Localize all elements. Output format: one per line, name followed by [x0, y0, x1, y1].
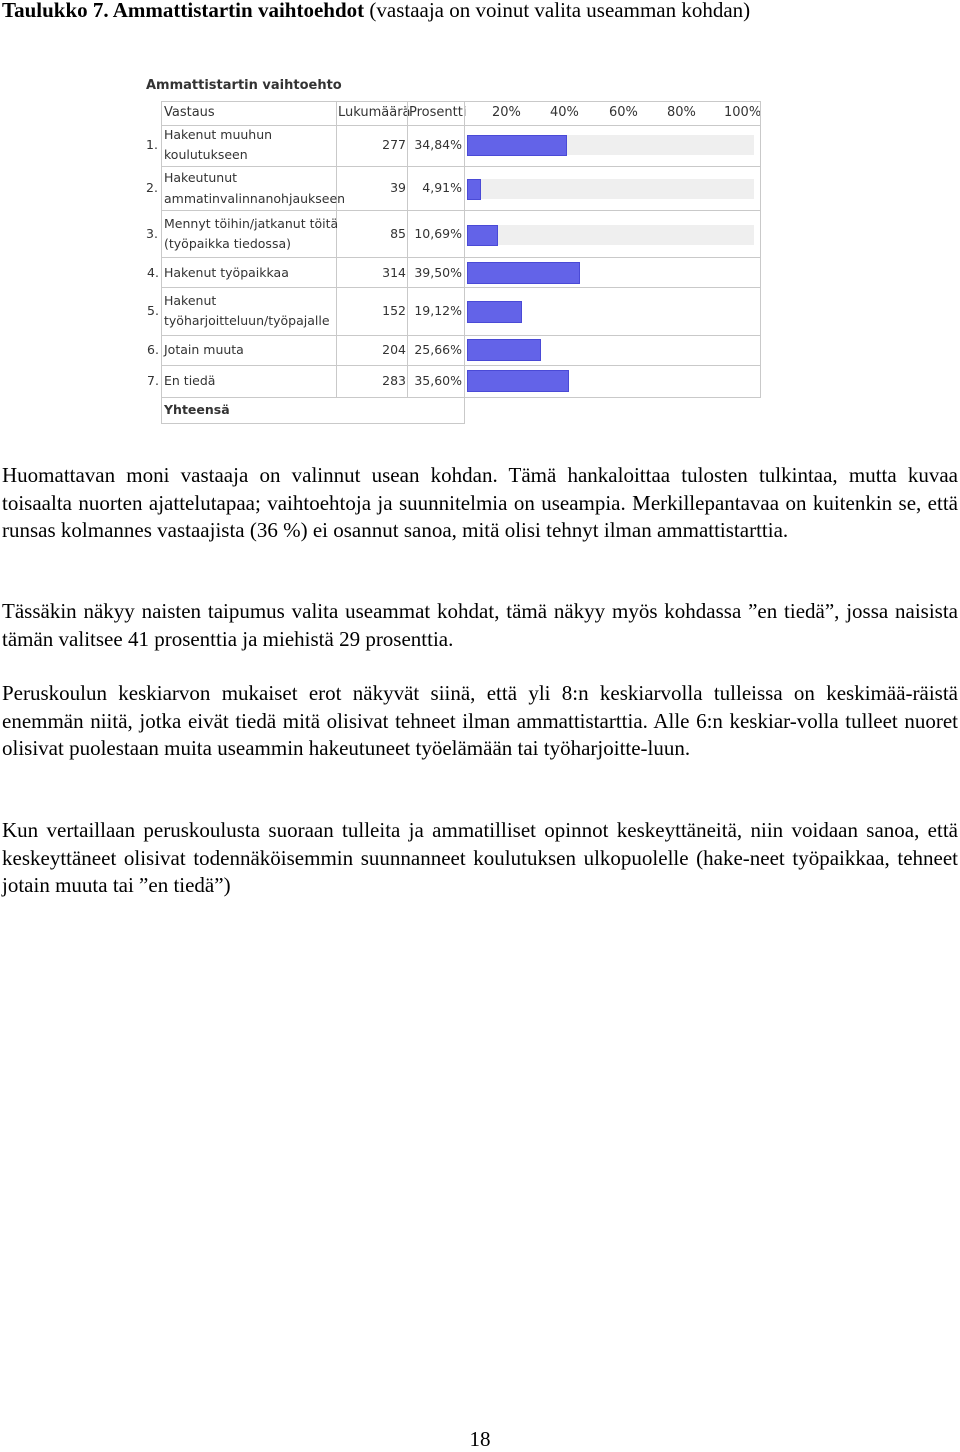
grid-line — [464, 101, 466, 424]
row-label: Mennyt töihin/jatkanut töitä — [164, 215, 339, 231]
row-count: 85 — [390, 225, 406, 241]
column-header-percent: Prosentti — [409, 104, 467, 120]
bar — [467, 179, 481, 200]
body-paragraph: Kun vertaillaan peruskoulusta suoraan tulleita ja ammatilliset opinnot keskeyttäneitä, niin voidaan sanoa, että keskeyttäneet olisivat todennäköisemmin suunnanneet koulutuksen ulkopuolelle (hake-neet työpaikkaa, tehneet jotain muuta tai ”en tiedä”) — [2, 818, 958, 897]
row-count: 283 — [382, 372, 406, 388]
grid-line — [161, 166, 761, 168]
total-label: Yhteensä — [164, 401, 230, 417]
row-count: 39 — [390, 179, 406, 195]
scale-label: 80% — [667, 104, 696, 120]
row-label: Jotain muuta — [164, 341, 244, 357]
row-number: 3. — [146, 225, 158, 241]
column-header-answer: Vastaus — [164, 104, 215, 120]
row-percent: 10,69% — [414, 225, 462, 241]
grid-line — [161, 287, 761, 289]
body-paragraph: Peruskoulun keskiarvon mukaiset erot näkyvät siinä, että yli 8:n keskiarvolla tulleissa on keskimää-räistä enemmän niitä, jotka eivät tiedä mitä olisivat tehneet ilman ammattistarttia. Alle 6:n keskiar-volla tulleet nuoret olisivat puolestaan muita useammin hakeutuneet työelämään tai työharjoitte-luun. — [2, 681, 958, 760]
row-percent: 25,66% — [414, 341, 462, 357]
row-label: työharjoitteluun/työpajalle — [164, 312, 330, 328]
row-number: 6. — [147, 341, 159, 357]
row-count: 152 — [382, 302, 406, 318]
row-number: 4. — [147, 264, 159, 280]
bar — [467, 225, 498, 246]
grid-line — [161, 101, 761, 103]
grid-line — [161, 365, 761, 367]
row-label: koulutukseen — [164, 146, 248, 162]
row-label: (työpaikka tiedossa) — [164, 235, 291, 251]
row-number: 2. — [146, 179, 158, 195]
row-count: 277 — [382, 136, 406, 152]
scale-label: 20% — [492, 104, 521, 120]
survey-chart — [0, 0, 960, 430]
row-percent: 4,91% — [422, 179, 462, 195]
row-label: ammatinvalinnanohjaukseen — [164, 190, 346, 206]
caption-strong: Taulukko 7. Ammattistartin vaihtoehdot — [2, 0, 365, 22]
bar — [467, 135, 567, 156]
row-count: 314 — [382, 264, 406, 280]
row-count: 204 — [382, 341, 406, 357]
row-label: En tiedä — [164, 372, 216, 388]
grid-line — [161, 335, 761, 337]
bar — [467, 262, 580, 284]
row-percent: 34,84% — [414, 136, 462, 152]
bar-track — [467, 225, 754, 245]
row-label: Hakenut muuhun — [164, 126, 273, 142]
bar-track — [467, 179, 754, 199]
bar — [467, 339, 541, 361]
row-label: Hakeutunut — [164, 169, 238, 185]
grid-line — [161, 257, 761, 259]
row-number: 1. — [146, 136, 158, 152]
grid-line — [161, 423, 465, 425]
scale-label: 60% — [609, 104, 638, 120]
row-label: Hakenut — [164, 292, 217, 308]
body-paragraph: Tässäkin näkyy naisten taipumus valita useammat kohdat, tämä näkyy myös kohdassa ”en tiedä”, jossa naisista tämän valitsee 41 prosenttia ja miehistä 29 prosenttia. — [2, 599, 958, 651]
row-percent: 19,12% — [414, 302, 462, 318]
row-label: Hakenut työpaikkaa — [164, 264, 289, 280]
page-number: 18 — [469, 1427, 491, 1451]
grid-line — [161, 210, 761, 212]
row-number: 7. — [147, 372, 159, 388]
grid-line — [161, 397, 761, 399]
caption-normal: (vastaaja on voinut valita useamman kohdan) — [369, 0, 751, 22]
row-percent: 35,60% — [414, 372, 462, 388]
survey-title: Ammattistartin vaihtoehto — [146, 78, 342, 93]
row-number: 5. — [147, 302, 159, 318]
grid-line — [161, 101, 163, 424]
body-paragraph: Huomattavan moni vastaaja on valinnut usean kohdan. Tämä hankaloittaa tulosten tulkintaa, mutta kuvaa toisaalta nuorten ajattelutapaa; vaihtoehtoja ja suunnitelmia on useampia. Merkillepantavaa on kuitenkin se, että runsas kolmannes vastaajista (36 %) ei osannut sanoa, mitä olisi tehnyt ilman ammattistarttia. — [2, 463, 958, 542]
grid-line — [760, 101, 762, 398]
column-header-count: Lukumäärä — [338, 104, 411, 120]
row-percent: 39,50% — [414, 264, 462, 280]
scale-label: 100% — [724, 104, 762, 120]
bar — [467, 370, 569, 392]
bar — [467, 301, 522, 323]
scale-label: 40% — [550, 104, 579, 120]
